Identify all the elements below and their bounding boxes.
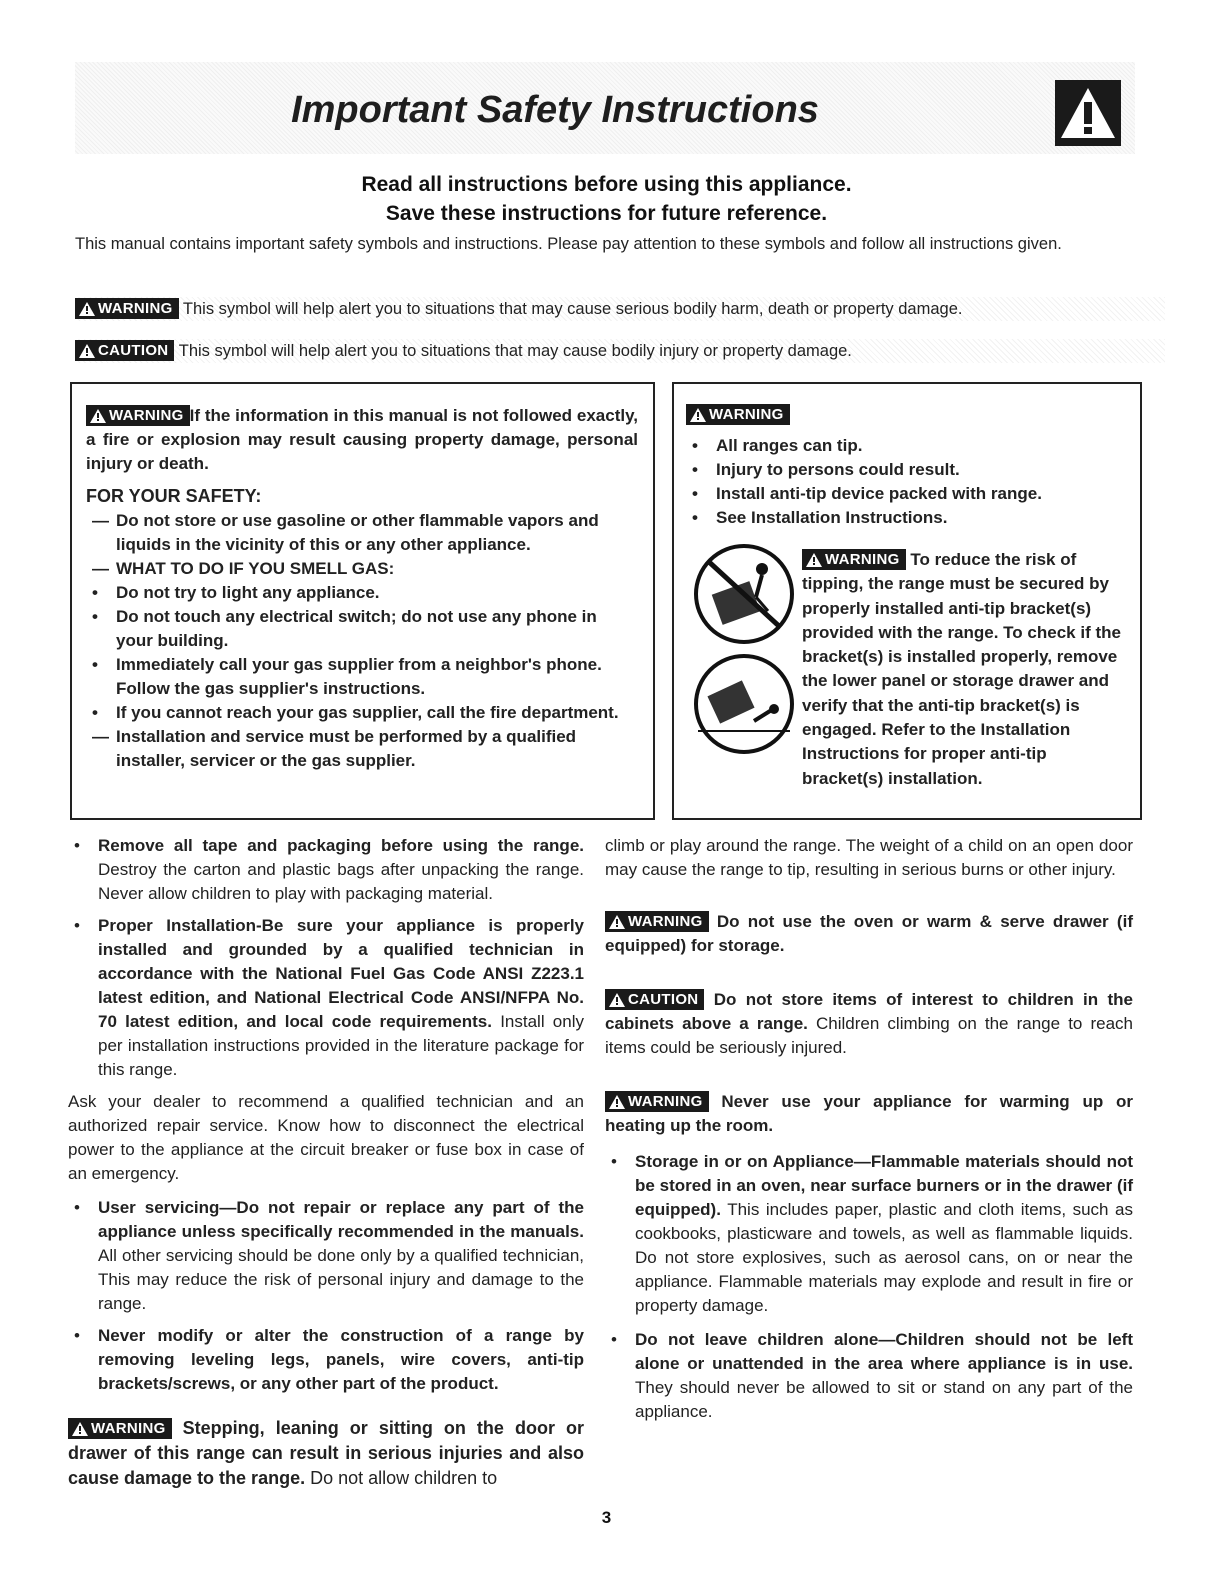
warning-badge-label: WARNING: [709, 406, 784, 423]
storage-warning-bold: Do not use the oven or warm & serve drawer (if equipped) for storage.: [605, 912, 1133, 955]
list-item: [86, 725, 638, 773]
item-bold: Do not leave children alone—Children should not be left alone or unattended in the area where appliance is in use.: [635, 1330, 1133, 1373]
item-bold: Storage in or on Appliance—Flammable materials should not be stored in an oven, near surface burners or in the drawer (if equipped).: [635, 1152, 1133, 1219]
heating-warning-bold: Never use your appliance for warming up or heating up the room.: [605, 1092, 1133, 1135]
anti-tip-text: To reduce the risk of tipping, the range must be secured by properly installed anti-tip bracket(s) provided with the range. To check if the bracket(s) is installed properly, remove the lower panel or storage drawer and verify that the anti-tip bracket(s) is engaged. Refer to the Installation Instructions for proper anti-tip bracket(s) installation.: [802, 550, 1121, 788]
for-your-safety-heading: FOR YOUR SAFETY:: [86, 486, 262, 506]
item-text: All other servicing should be done only by a qualified technician, This may reduce the risk of personal injury and damage to the range.: [98, 1246, 584, 1313]
list-item: [86, 581, 638, 605]
heating-warning: [605, 1090, 1133, 1138]
list-item-text: Do not try to light any appliance.: [116, 583, 380, 602]
list-marker: •: [92, 607, 98, 626]
warning-badge: [605, 911, 709, 932]
list-marker: —: [92, 511, 109, 530]
list-item: • Never modify or alter the construction of a range by removing leveling legs, panels, wire covers, anti-tip brackets/screws, or any other part of the product.: [74, 1326, 584, 1393]
list-item: [686, 482, 1126, 506]
list-item: • Proper Installation-Be sure your appliance is properly installed and grounded by a qualified technician in accordance with the National Fuel Gas Code ANSI Z223.1 latest edition, and National Electrical Code ANSI/NFPA No. 70 latest edition, and local code requirements. Install only per installation instructions provided in the literature package for this range.: [74, 916, 584, 1079]
stepping-warning-bold: Stepping, leaning or sitting on the door or drawer of this range can result in serious injuries and also cause damage to the range.: [68, 1418, 584, 1488]
list-item: [86, 605, 638, 653]
list-item-text: Installation and service must be performed by a qualified installer, servicer or the gas supplier.: [116, 727, 577, 770]
continued-text: climb or play around the range. The weight of a child on an open door may cause the range to tip, resulting in serious burns or other injury.: [605, 836, 1133, 879]
list-item: [86, 509, 638, 557]
warning-badge: [68, 1418, 172, 1439]
list-item: • User servicing—Do not repair or replace any part of the appliance unless specifically recommended in the manuals. All other servicing should be done only by a qualified technician, This may reduce the risk of personal injury and damage to the range.: [74, 1198, 584, 1313]
cabinet-caution-bold: Do not store items of interest to children in the cabinets above a range.: [605, 990, 1133, 1033]
caution-badge-label: CAUTION: [628, 991, 699, 1008]
warning-triangle-icon: [79, 344, 95, 358]
item-text: Destroy the carton and plastic bags after unpacking the range. Never allow children to play with packaging material.: [98, 860, 584, 903]
storage-warning: [605, 910, 1133, 958]
caution-legend-row: [75, 339, 1165, 363]
warning-badge-label: WARNING: [628, 913, 703, 930]
paragraph: Ask your dealer to recommend a qualified technician and an authorized repair service. Know how to disconnect the electrical power to the appliance at the circuit breaker or fuse box in case of an emergency.: [68, 1092, 584, 1183]
item-text: This includes paper, plastic and cloth items, such as cookbooks, plasticware and towels, as well as flammable liquids. Do not store explosives, such as aerosol cans, on or near the appliance. Flammable materials may explode and result in fire or property damage.: [635, 1200, 1133, 1315]
list-item: [86, 701, 638, 725]
list-item: [686, 458, 1126, 482]
tipping-range-icon: [684, 649, 804, 759]
gas-safety-list: [86, 509, 638, 773]
warning-legend-text: This symbol will help alert you to situations that may cause serious bodily harm, death or property damage.: [182, 300, 963, 318]
list-item-text: Injury to persons could result.: [716, 460, 960, 479]
warning-triangle-icon: [690, 408, 706, 422]
item-text: Install only per installation instructions provided in the literature package for this range.: [98, 1012, 584, 1079]
warning-triangle-icon: [72, 1422, 88, 1436]
bullet-icon: •: [692, 484, 698, 503]
item-text: They should never be allowed to sit or stand on any part of the appliance.: [635, 1378, 1133, 1421]
list-item: • Storage in or on Appliance—Flammable materials should not be stored in an oven, near surface burners or in the drawer (if equipped). This includes paper, plastic and cloth items, such as cookbooks, plasticware and towels, as well as flammable liquids. Do not store explosives, such as aerosol cans, on or near the appliance. Flammable materials may explode and result in fire or property damage.: [611, 1152, 1133, 1315]
list-item-text: If you cannot reach your gas supplier, call the fire department.: [116, 703, 619, 722]
list-item-text: All ranges can tip.: [716, 436, 863, 455]
warning-triangle-icon: [609, 993, 625, 1007]
intro-text: This manual contains important safety symbols and instructions. Please pay attention to these symbols and follow all instructions given.: [75, 235, 1062, 253]
item-bold: User servicing—Do not repair or replace any part of the appliance unless specifically recommended in the manuals.: [98, 1198, 584, 1241]
gas-warning-intro-text: If the information in this manual is not followed exactly, a fire or explosion may result causing property damage, personal injury or death.: [86, 406, 638, 473]
list-item: • Do not leave children alone—Children should not be left alone or unattended in the area where appliance is in use. They should never be allowed to sit or stand on any part of the appliance.: [611, 1330, 1133, 1421]
warning-badge: [75, 298, 179, 319]
page-number: 3: [601, 1508, 612, 1527]
list-item: • Remove all tape and packaging before using the range. Destroy the carton and plastic bags after unpacking the range. Never allow children to play with packaging material.: [74, 836, 584, 903]
page-title: Important Safety Instructions: [291, 89, 819, 131]
list-item-text: WHAT TO DO IF YOU SMELL GAS:: [116, 559, 395, 578]
no-tipping-icon: [684, 539, 804, 649]
warning-badge-label: WARNING: [98, 300, 173, 317]
warning-legend-row: [75, 297, 1165, 321]
warning-triangle-icon: [609, 1095, 625, 1109]
header-banner: [75, 62, 1135, 154]
warning-triangle-icon: [90, 409, 106, 423]
cabinet-caution: [605, 988, 1133, 1060]
warning-badge: [605, 1091, 709, 1112]
warning-badge: [86, 405, 190, 426]
bullet-icon: •: [692, 460, 698, 479]
warning-triangle-icon: [1055, 80, 1121, 146]
anti-tip-warning-header: [686, 404, 790, 425]
gas-warning-box: [70, 382, 655, 820]
subheading-read: Read all instructions before using this appliance.: [361, 173, 852, 196]
warning-triangle-icon: [806, 553, 822, 567]
warning-badge: [686, 404, 790, 425]
list-marker: •: [92, 583, 98, 602]
caution-badge-label: CAUTION: [98, 342, 169, 359]
list-marker: —: [92, 559, 109, 578]
caution-badge: [75, 340, 174, 361]
bullet-icon: •: [692, 508, 698, 527]
warning-triangle-icon: [79, 302, 95, 316]
list-item-text: See Installation Instructions.: [716, 508, 948, 527]
list-marker: •: [92, 703, 98, 722]
gas-warning-intro: [86, 404, 638, 476]
item-bold: Remove all tape and packaging before using the range.: [98, 836, 584, 855]
warning-badge-label: WARNING: [109, 407, 184, 424]
list-item-text: Immediately call your gas supplier from a neighbor's phone. Follow the gas supplier's instructions.: [116, 655, 602, 698]
item-bold: Never modify or alter the construction of a range by removing leveling legs, panels, wire covers, anti-tip brackets/screws, or any other part of the product.: [98, 1326, 584, 1393]
subheading-save: Save these instructions for future reference.: [385, 202, 828, 225]
anti-tip-warning-box: [672, 382, 1142, 820]
list-item: [686, 506, 1126, 530]
bullet-icon: •: [692, 436, 698, 455]
cabinet-caution-text: Children climbing on the range to reach items could be seriously injured.: [605, 1014, 1133, 1057]
list-marker: •: [92, 655, 98, 674]
list-item: [86, 557, 638, 581]
warning-triangle-icon: [609, 915, 625, 929]
list-item-text: Do not store or use gasoline or other flammable vapors and liquids in the vicinity of this or any other appliance.: [116, 511, 599, 554]
list-item: [86, 653, 638, 701]
list-item-text: Install anti-tip device packed with range.: [716, 484, 1042, 503]
list-item: [686, 434, 1126, 458]
right-column: [605, 834, 1133, 1424]
warning-badge-label: WARNING: [825, 551, 900, 568]
stepping-warning-text: Do not allow children to: [310, 1468, 498, 1488]
item-bold: Proper Installation-Be sure your appliance is properly installed and grounded by a qualified technician in accordance with the National Fuel Gas Code ANSI Z223.1 latest edition, and National Electrical Code ANSI/NFPA No. 70 latest edition, and local code requirements.: [98, 916, 584, 1031]
left-column: [68, 834, 584, 1491]
anti-tip-instructions: [802, 548, 1132, 791]
caution-badge: [605, 989, 704, 1010]
anti-tip-list: [686, 434, 1126, 530]
warning-badge-label: WARNING: [91, 1420, 166, 1437]
caution-legend-text: This symbol will help alert you to situations that may cause bodily injury or property damage.: [178, 342, 852, 360]
list-item-text: Do not touch any electrical switch; do not use any phone in your building.: [116, 607, 597, 650]
list-marker: —: [92, 727, 109, 746]
warning-badge: [802, 549, 906, 570]
warning-badge-label: WARNING: [628, 1093, 703, 1110]
stepping-warning: [68, 1416, 584, 1491]
